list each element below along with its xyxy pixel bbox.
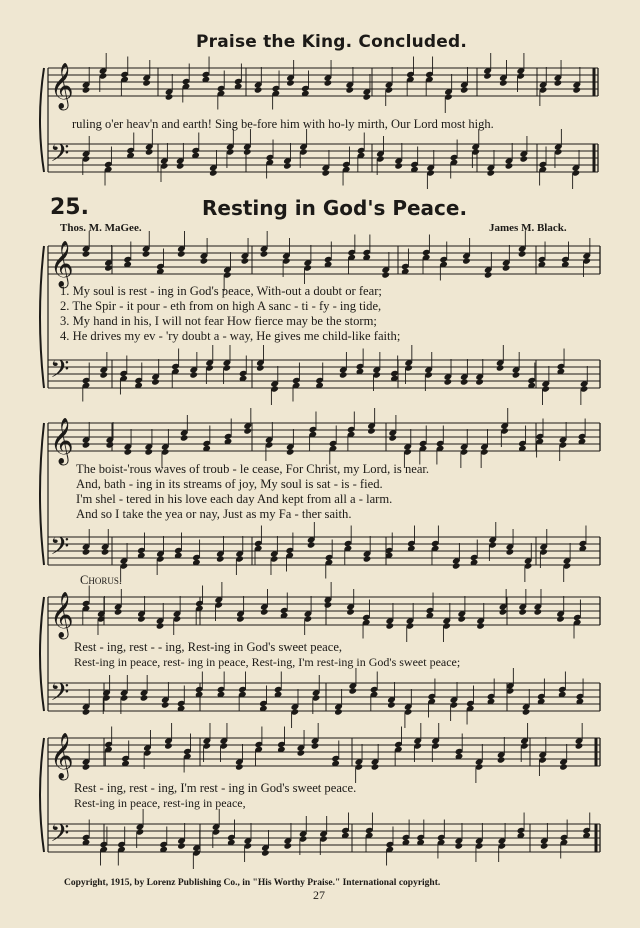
sys2-treble-note <box>388 434 397 441</box>
sys1-treble-note <box>82 250 91 257</box>
sys3-treble-note <box>346 608 355 615</box>
top-treble-note <box>254 86 263 93</box>
sys2-treble-note <box>82 441 91 448</box>
sys1-bass-note <box>151 378 160 385</box>
top-treble-note <box>554 79 563 86</box>
words-credit: Thos. M. MaGee. <box>60 222 142 234</box>
top-bass-note <box>505 162 514 169</box>
top-bass-note <box>283 162 292 169</box>
verse3-line-b: I'm shel - tered in his love each day And kept from all a - larm. <box>76 492 393 506</box>
sys2-treble-note <box>367 427 376 434</box>
bass-clef: 𝄢 <box>50 532 70 567</box>
sys1-bass-note <box>189 371 198 378</box>
top-brace <box>40 68 44 172</box>
sys4-treble-note <box>559 763 568 770</box>
sys2-treble-note <box>124 448 133 455</box>
sys4-treble-note <box>371 763 380 770</box>
sys4-bass-note <box>455 842 464 849</box>
sys4-brace <box>40 738 44 852</box>
sys1-bass-note <box>496 364 505 371</box>
sys1-brace <box>40 246 44 388</box>
chorus-line-lower-b: Rest-ing in peace, rest-ing in peace, <box>74 796 246 810</box>
sys3-treble-note <box>385 622 394 629</box>
sys4-treble-note <box>82 763 91 770</box>
sys2-treble-note <box>144 448 153 455</box>
sys2-bass-note <box>307 541 316 548</box>
sys3-treble-note <box>236 615 245 622</box>
copyright-notice: Copyright, 1915, by Lorenz Publishing Co., in "His Worthy Praise." International copyright. <box>64 878 441 888</box>
sys2-brace <box>40 423 44 565</box>
bass-clef: 𝄢 <box>50 678 70 713</box>
verse4-line-a: 4. He drives my ev - 'ry doubt a - way, He gives me child-like faith; <box>60 329 401 343</box>
top-treble-note <box>460 86 469 93</box>
sys1-treble-note <box>260 250 269 257</box>
sys3-treble-note <box>534 608 543 615</box>
sys1-treble-note <box>462 257 471 264</box>
sys3-bass-note <box>334 708 343 715</box>
sys3-treble-note <box>114 608 123 615</box>
sys3-treble-note <box>518 608 527 615</box>
top-bass-note <box>394 162 403 169</box>
sys3-treble-note <box>137 615 146 622</box>
sys1-treble-note <box>518 250 527 257</box>
continued-hymn-title: Praise the King. Concluded. <box>196 32 468 52</box>
sys3-treble-note <box>499 608 508 615</box>
top-treble-note <box>82 86 91 93</box>
sys1-treble-note <box>241 257 250 264</box>
sys4-bass-note <box>177 842 186 849</box>
top-treble-note <box>499 79 508 86</box>
sys3-treble-note <box>556 615 565 622</box>
top-treble-note <box>572 86 581 93</box>
top-treble-note <box>324 79 333 86</box>
sys4-treble-note <box>311 742 320 749</box>
music-credit: James M. Black. <box>489 222 567 234</box>
sys4-treble-note <box>164 742 173 749</box>
top-treble-note <box>142 79 151 86</box>
top-bass-note <box>321 169 330 176</box>
sys3-treble-note <box>457 615 466 622</box>
top-bass-note <box>209 169 218 176</box>
top-treble-note <box>345 86 354 93</box>
sys2-treble-note <box>106 441 115 448</box>
sys1-treble-note <box>104 264 113 271</box>
sys3-treble-note <box>156 622 165 629</box>
verse1-line-a: 1. My soul is rest - ing in God's peace, With-out a doubt or fear; <box>60 284 382 298</box>
sys2-treble-note <box>243 427 252 434</box>
top-bass-note <box>176 162 185 169</box>
sys1-treble-note <box>200 257 209 264</box>
sys4-bass-note <box>283 842 292 849</box>
sys2-bass-note <box>363 555 372 562</box>
sys1-bass-note <box>444 378 453 385</box>
sys1-treble-note <box>177 250 186 257</box>
top-treble-note <box>362 93 371 100</box>
sys2-bass-note <box>216 555 225 562</box>
sys1-treble-note <box>502 264 511 271</box>
sys3-bass-note <box>522 708 531 715</box>
sys4-bass-note <box>261 849 270 856</box>
sys1-bass-note <box>256 364 265 371</box>
sys3-treble-note <box>260 608 269 615</box>
verse4-line-b: And so I take the yea or nay, Just as my Fa - ther saith. <box>76 507 352 521</box>
treble-clef: 𝄞 <box>50 592 74 638</box>
verse2-line-a: 2. The Spir - it pour - eth from on high A sanc - ti - fy - ing tide, <box>60 299 382 313</box>
top-bass-note <box>487 169 496 176</box>
sys3-treble-note <box>476 622 485 629</box>
sys3-treble-note <box>324 601 333 608</box>
sys2-bass-note <box>506 548 515 555</box>
sys3-brace <box>40 597 44 711</box>
sys1-bass-note <box>512 371 521 378</box>
sys3-bass-note <box>140 694 149 701</box>
sys4-treble-note <box>575 742 584 749</box>
sys1-treble-note <box>484 271 493 278</box>
top-treble-note <box>286 79 295 86</box>
sys2-treble-note <box>180 434 189 441</box>
sys1-bass-note <box>99 371 108 378</box>
page-number: 27 <box>313 888 325 902</box>
treble-clef: 𝄞 <box>50 733 74 779</box>
sys2-bass-note <box>452 562 461 569</box>
sys3-bass-note <box>82 708 91 715</box>
treble-clef: 𝄞 <box>50 418 74 464</box>
sys1-treble-note <box>142 250 151 257</box>
sys1-bass-note <box>460 378 469 385</box>
sys3-bass-note <box>387 701 396 708</box>
sys4-treble-note <box>497 756 506 763</box>
top-treble-note <box>165 93 174 100</box>
bass-clef: 𝄢 <box>50 139 70 174</box>
treble-clef: 𝄞 <box>50 241 74 287</box>
bass-clef: 𝄢 <box>50 355 70 390</box>
sys1-bass-note <box>339 371 348 378</box>
sys2-bass-note <box>82 548 91 555</box>
hymn-number: 25. <box>50 195 89 220</box>
sys3-bass-note <box>161 701 170 708</box>
chorus-line-lower-a: Rest-ing in peace, rest- ing in peace, Rest-ing, I'm rest-ing in God's sweet peace; <box>74 655 461 669</box>
verse3-line-a: 3. My hand in his, I will not fear How fierce may be the storm; <box>60 314 377 328</box>
sys4-bass-note <box>540 842 549 849</box>
verse1-line-b: The boist-'rous waves of troub - le cease, For Christ, my Lord, is near. <box>76 462 430 476</box>
hymn-title: Resting in God's Peace. <box>202 196 468 220</box>
sys4-treble-note <box>297 749 306 756</box>
treble-clef: 𝄞 <box>50 63 74 109</box>
sys2-bass-note <box>101 548 110 555</box>
top-bass-note <box>519 155 528 162</box>
top-system-lyric: ruling o'er heav'n and earth! Sing be-fore him with ho-ly mirth, Our Lord most high. <box>72 117 494 131</box>
top-treble-note <box>483 72 492 79</box>
sys1-treble-note <box>381 271 390 278</box>
sys4-treble-note <box>235 763 244 770</box>
chorus-line-upper-b: Rest - ing, rest - ing, I'm rest - ing in God's sweet peace. <box>74 781 357 795</box>
top-bass-note <box>145 148 154 155</box>
sys1-bass-note <box>475 378 484 385</box>
sys3-bass-note <box>348 687 357 694</box>
top-bass-note <box>243 148 252 155</box>
sys2-treble-note <box>286 448 295 455</box>
chorus-line-upper-a: Rest - ing, rest - - ing, Rest-ing in God's sweet peace, <box>74 640 343 654</box>
verse2-line-b: And, bath - ing in its streams of joy, My soul is sat - is - fied. <box>76 477 383 491</box>
bass-clef: 𝄢 <box>50 819 70 854</box>
chorus-label: Chorus. <box>80 573 122 587</box>
